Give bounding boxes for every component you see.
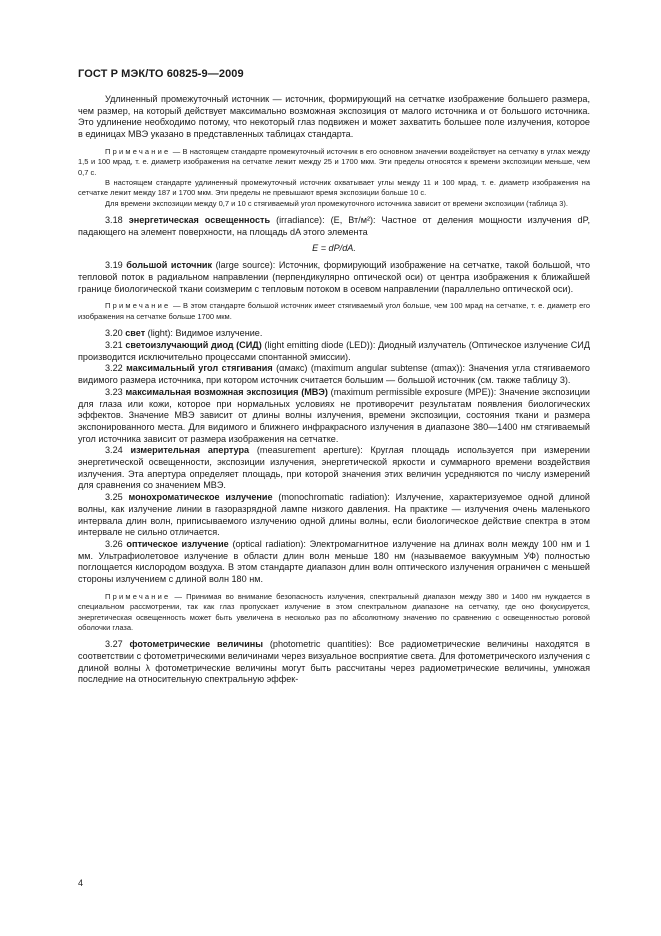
definition-3-21 xyxy=(78,340,590,363)
note-text: — В настоящем стандарте промежуточный источник в его основном значении воздействует на сетчатку в углах между 1,5 и 100 мрад, т. е. диаметр изображения на сетчатке лежит между 25 и 1700 мкм. Эти пределы относятся к времени экспозиции меньше, чем 0,7 с. xyxy=(78,146,590,177)
document-header: ГОСТ Р МЭК/ТО 60825-9—2009 xyxy=(78,68,244,80)
definition-number: 3.27 xyxy=(105,639,123,650)
definition-term: измерительная апертура xyxy=(130,445,250,456)
note-text: — Принимая во внимание безопасность излучения, спектральный диапазон между 380 и 1400 нм нуждается в специальном рассмотрении, так как глаз пропускает излучение в этом спектральном диапазоне на сетчатку, где оно фокусируется, энергетическая освещенность может быть увеличена в несколько раз по абсолютному значению по сравнению с освещенностью роговой оболочки глаза. xyxy=(78,591,590,632)
note-paragraph: В настоящем стандарте удлиненный промежуточный источник охватывает углы между 11 и 100 мрад, т. е. диаметр изображения на сетчатке лежит между 187 и 1700 мкм. Эти пределы не превышают время экспозиции больше 10 с. xyxy=(78,178,590,198)
definition-text: (light emitting diode (LED)): Диодный излучатель (Оптическое излучение СИД производится исключительно процессами спонтанной эмиссии). xyxy=(78,339,590,362)
definition-3-27 xyxy=(78,639,590,686)
definition-number: 3.20 xyxy=(105,328,123,339)
definition-text: (αмакс) (maximum angular subtense (αmax)): Значения угла стягиваемого видимого размера источника, при котором источник считается большим — большой источник (см. также таблицу 3). xyxy=(78,363,590,386)
note-label: Примечание xyxy=(105,301,171,311)
definition-term: максимальный угол стягивания xyxy=(126,363,273,374)
definition-text: (light): Видимое излучение. xyxy=(145,328,263,339)
definition-text: (measurement aperture): Круглая площадь используется при измерении энергетической освещенности, экспозиции излучения, энергетической яркости и суммарного времени воздействия излучения. Эта апертура определяет площадь, при которой значения этих величин усредняются по числу измерений для сравнения со значением МВЭ. xyxy=(78,445,590,491)
definition-text: (maximum permissible exposure (MPE)): Значение экспозиции для глаза или кожи, которое при нормальных условиях не противоречит результатам появления биологических эффектов. Значение МВЭ зависит от длины волны излучения, времени экспозиции, состояния ткани и размера экспонированного места. Для видимого и ближнего инфракрасного излучения в диапазоне 380—1400 нм стягиваемый угол источника зависит от размера изображения на сетчатке. xyxy=(78,386,590,444)
definition-number: 3.22 xyxy=(105,363,123,374)
definition-term: большой источник xyxy=(126,260,213,271)
definition-text: (irradiance): (E, Вт/м²): Частное от деления мощности излучения dP, падающего на элемент поверхности, на площадь dA этого элемента xyxy=(78,215,590,237)
definition-term: монохроматическое излучение xyxy=(128,492,273,503)
definition-number: 3.26 xyxy=(105,538,123,549)
definition-3-19 xyxy=(78,260,590,295)
note-label: Примечание xyxy=(105,591,171,601)
definition-term: оптическое излучение xyxy=(126,538,229,549)
definition-term: свет xyxy=(125,328,146,339)
definition-text: (optical radiation): Электромагнитное излучение на длинах волн между 100 нм и 1 мм. Ультрафиолетовое излучение в области длин волн меньше 180 нм (называемое вакуумным УФ) полностью поглощается кислородом воздуха. В этом стандарте диапазон длин волн оптического излучения ограничен с меньшей стороны излучением с длиной волн 180 нм. xyxy=(78,538,590,585)
definition-number: 3.24 xyxy=(105,445,123,456)
definition-number: 3.25 xyxy=(105,492,123,503)
definition-3-20 xyxy=(78,328,590,340)
note-text: — В этом стандарте большой источник имеет стягиваемый угол больше, чем 100 мрад на сетчатке, т. е. диаметр его изображения на сетчатке больше 1700 мкм. xyxy=(78,301,590,321)
definition-term: светоизлучающий диод (СИД) xyxy=(125,339,262,350)
definition-3-23 xyxy=(78,387,590,446)
note-paragraph: Для времени экспозиции между 0,7 и 10 с стягиваемый угол промежуточного источника зависит от времени экспозиции (таблица 3). xyxy=(105,198,568,208)
definition-text: (large source): Источник, формирующий изображение на сетчатке, такой большой, что тепловой поток в радиальном направлении (перпендикулярно оптической оси) от центра изображения к ближайшей границе биологической ткани соизмерим с тепловым потоком в осевом направлении (параллельно оптической оси). xyxy=(78,260,590,294)
definition-number: 3.19 xyxy=(105,260,123,271)
formula: E = dP/dA. xyxy=(312,242,356,253)
definition-3-26 xyxy=(78,539,590,586)
note-paragraph xyxy=(78,147,590,178)
definition-text: (photometric quantities): Все радиометрические величины находятся в соответствии с фотометрическими величинами через визуальное восприятие света. Для фотометрического излучения с длиной волны λ фотометрические величины могут быть рассчитаны через радиометрические величины, умножая последние на относительную спектральную эффек- xyxy=(78,639,590,685)
definition-number: 3.18 xyxy=(105,215,123,226)
note-paragraph xyxy=(78,592,590,634)
note-label: Примечание xyxy=(105,146,171,156)
definition-3-18 xyxy=(78,215,590,238)
definition-text: (monochromatic radiation): Излучение, характеризуемое одной длиной волны, как излучение линии в газоразрядной лампе низкого давления. На практике — излучения очень маленького интервала длин волн, приписываемого излучению одной длины волны, если биологическое действие спектра в этом интервале не сильно отличается. xyxy=(78,492,590,538)
definition-term: фотометрические величины xyxy=(129,639,264,650)
definition-3-25 xyxy=(78,492,590,539)
definition-3-22 xyxy=(78,363,590,386)
definition-number: 3.23 xyxy=(105,386,123,397)
definition-3-24 xyxy=(78,445,590,492)
definition-term: энергетическая освещенность xyxy=(128,215,271,226)
page-number: 4 xyxy=(78,878,84,888)
note-paragraph xyxy=(78,301,590,322)
intro-paragraph: Удлиненный промежуточный источник — источник, формирующий на сетчатке изображение большего размера, чем размер, на который действует максимально возможная экспозиция от малого источника и от большого источника. Это удлинение необходимо потому, что некоторый глаз подвижен и может захватить большее поле излучения, которое в единицах МВЭ указано в представленных таблицах стандарта. xyxy=(78,94,590,140)
page-content xyxy=(78,94,590,686)
definition-term: максимальная возможная экспозиция (МВЭ) xyxy=(125,386,328,397)
definition-number: 3.21 xyxy=(105,339,123,350)
